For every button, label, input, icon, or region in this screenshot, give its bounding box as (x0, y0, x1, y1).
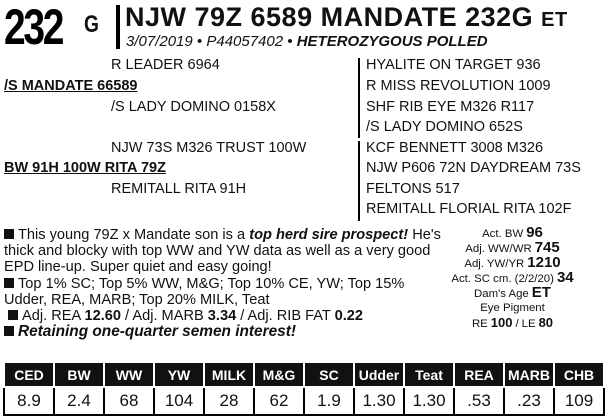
epd-value-marb: .23 (504, 387, 554, 415)
lot-number: 232 (4, 0, 63, 55)
square-bullet-icon (4, 229, 14, 239)
epd-header-sc: SC (304, 362, 354, 387)
epd-value-rea: .53 (454, 387, 504, 415)
stat-label: Dam's Age (474, 288, 529, 300)
pedigree-sire-sire: R LEADER 6964 (111, 57, 220, 73)
epd-value-milk: 28 (204, 387, 254, 415)
description-text: This young 79Z x Mandate son is a (18, 227, 250, 243)
pedigree-divider (358, 58, 360, 138)
marb-label: / Adj. MARB (121, 308, 208, 325)
animal-details (126, 33, 488, 50)
rea-value: 12.60 (84, 308, 121, 325)
stat-label: Adj. YW/YR (464, 258, 525, 270)
epd-value-ced: 8.9 (4, 387, 54, 415)
pedigree-dam: BW 91H 100W RITA 79Z (4, 160, 166, 176)
pedigree-dd-sire: FELTONS 517 (366, 181, 460, 197)
stat-value: 80 (538, 315, 554, 330)
pedigree-ss-sire: HYALITE ON TARGET 936 (366, 57, 541, 73)
lot-suffix: G (84, 11, 99, 38)
pedigree-sire: /S MANDATE 66589 (4, 78, 138, 94)
epd-header-row (4, 362, 604, 387)
epd-value-mg: 62 (254, 387, 304, 415)
stat-dams-age (457, 286, 568, 301)
stat-value: 34 (556, 269, 574, 286)
pedigree-sd-dam: /S LADY DOMINO 652S (366, 119, 523, 135)
separator-bullet: • (287, 33, 293, 50)
stat-separator: / (515, 318, 519, 330)
epd-header-rea: REA (454, 362, 504, 387)
pedigree-ss-dam: R MISS REVOLUTION 1009 (366, 78, 551, 94)
stat-act-sc (451, 269, 574, 286)
epd-value-chb: 109 (554, 387, 604, 415)
pedigree-dd-dam: REMITALL FLORIAL RITA 102F (366, 201, 572, 217)
header-divider (116, 5, 120, 49)
animal-name (125, 3, 568, 34)
pedigree-dam-dam: REMITALL RITA 91H (111, 181, 247, 197)
stat-value: 745 (534, 239, 560, 256)
stat-value: ET (531, 284, 551, 301)
epd-value-bw: 2.4 (54, 387, 104, 415)
epd-header-udder: Udder (354, 362, 404, 387)
separator-bullet: • (196, 33, 203, 50)
pedigree-sire-dam: /S LADY DOMINO 0158X (111, 99, 276, 115)
marb-value: 3.34 (207, 308, 237, 325)
epd-header-mg: M&G (254, 362, 304, 387)
description (4, 227, 450, 340)
epd-value-ww: 68 (104, 387, 154, 415)
stat-label: Adj. WW/WR (465, 243, 532, 255)
stat-eye-pigment-values (457, 316, 568, 331)
performance-stats (451, 224, 574, 331)
epd-value-sc: 1.9 (304, 387, 354, 415)
stat-value: 96 (526, 224, 543, 241)
epd-value-teat: 1.30 (404, 387, 454, 415)
stat-label: Eye Pigment (480, 302, 545, 314)
pedigree-divider (358, 141, 360, 221)
epd-value-udder: 1.30 (354, 387, 404, 415)
stat-label: Act. BW (482, 228, 524, 240)
epd-header-teat: Teat (404, 362, 454, 387)
description-paragraph (4, 276, 450, 308)
square-bullet-icon (8, 310, 18, 320)
pedigree-ds-dam: NJW P606 72N DAYDREAM 73S (366, 160, 581, 176)
stat-label: LE (521, 318, 536, 330)
birth-date: 3/07/2019 (126, 33, 193, 50)
polled-status: HETEROZYGOUS POLLED (296, 33, 488, 50)
pedigree-dam-sire: NJW 73S M326 TRUST 100W (111, 140, 307, 156)
pedigree-sd-sire: SHF RIB EYE M326 R117 (366, 99, 535, 115)
rankings-text: Top 1% SC; Top 5% WW, M&G; Top 10% CE, YW; Top 15% Udder, REA, MARB; Top 20% MILK, Teat (4, 275, 405, 308)
stat-value: 100 (490, 315, 513, 330)
stat-label: Act. SC cm. (2/2/20) (451, 273, 554, 285)
epd-header-marb: MARB (504, 362, 554, 387)
epd-header-milk: MILK (204, 362, 254, 387)
stat-value: 1210 (527, 254, 561, 271)
stat-label: RE (471, 318, 488, 330)
rib-fat-value: 0.22 (334, 308, 364, 325)
semen-interest-text: Retaining one-quarter semen interest! (18, 323, 296, 341)
carcass-data (4, 308, 450, 324)
description-emphasis: top herd sire prospect! (249, 227, 409, 243)
pedigree-ds-sire: KCF BENNETT 3008 M326 (366, 140, 544, 156)
epd-value-row (4, 387, 604, 415)
epd-header-ww: WW (104, 362, 154, 387)
square-bullet-icon (4, 278, 14, 288)
description-paragraph (4, 227, 450, 276)
registration-number: P44057402 (206, 33, 284, 50)
description-text: He's thick and blocky with top WW and YW data as well as a very good EPD line-up. Super quiet and easy going! (4, 227, 441, 276)
epd-table (3, 361, 605, 416)
stat-adj-yw (457, 256, 568, 271)
stat-eye-pigment (457, 301, 568, 316)
animal-name-suffix: ET (541, 9, 568, 31)
epd-header-bw: BW (54, 362, 104, 387)
rib-fat-label: / Adj. RIB FAT (236, 308, 335, 325)
epd-header-ced: CED (4, 362, 54, 387)
square-bullet-icon (4, 326, 14, 336)
rea-label: Adj. REA (22, 308, 85, 325)
epd-header-yw: YW (154, 362, 204, 387)
semen-interest (4, 324, 450, 340)
epd-value-yw: 104 (154, 387, 204, 415)
epd-header-chb: CHB (554, 362, 604, 387)
animal-name-text: NJW 79Z 6589 MANDATE 232G (125, 2, 534, 32)
